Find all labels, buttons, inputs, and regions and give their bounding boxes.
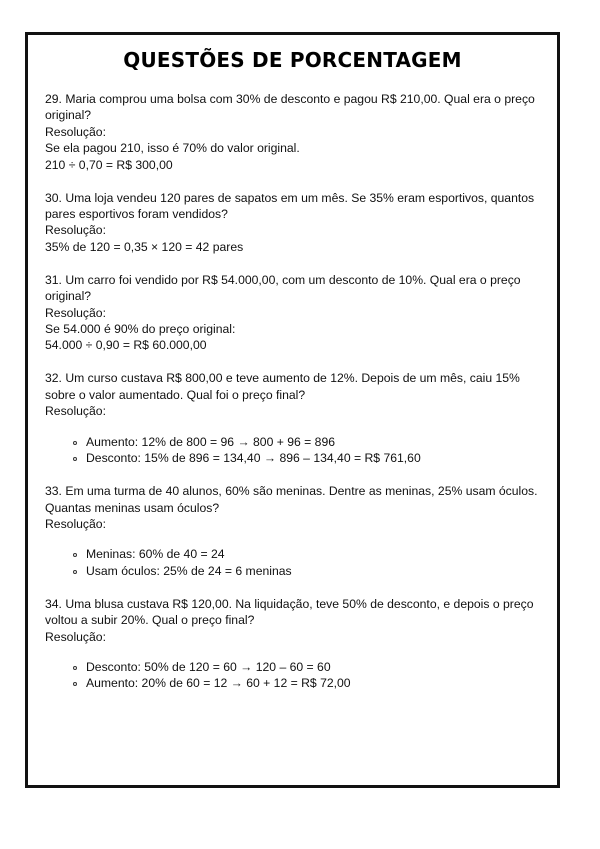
question-32	[45, 370, 545, 466]
circle-bullet-icon	[73, 666, 77, 670]
question-30	[45, 190, 545, 256]
question-statement: 32. Um curso custava R$ 800,00 e teve aumento de 12%. Depois de um mês, caiu 15% sobre o valor aumentado. Qual foi o preço final?	[45, 371, 520, 402]
list-item	[73, 659, 545, 675]
circle-bullet-icon	[73, 570, 77, 574]
resolution-line: 35% de 120 = 0,35 × 120 = 42 pares	[45, 239, 244, 254]
list-item	[73, 450, 545, 466]
circle-bullet-icon	[73, 682, 77, 686]
step-text: Desconto: 50% de 120 = 60 → 120 – 60 = 60	[86, 659, 331, 674]
question-33	[45, 483, 545, 579]
resolution-steps	[45, 659, 545, 692]
circle-bullet-icon	[73, 457, 77, 461]
step-text: Meninas: 60% de 40 = 24	[86, 547, 225, 562]
resolution-line: Se 54.000 é 90% do preço original:	[45, 322, 236, 337]
question-statement: 30. Uma loja vendeu 120 pares de sapatos em um mês. Se 35% eram esportivos, quantos pares esportivos foram vendidos?	[45, 190, 535, 222]
question-statement: 29. Maria comprou uma bolsa com 30% de desconto e pagou R$ 210,00. Qual era o preço original?	[45, 92, 535, 123]
list-item	[73, 563, 545, 579]
resolution-line: 54.000 ÷ 0,90 = R$ 60.000,00	[45, 338, 207, 353]
list-item	[73, 675, 545, 691]
question-statement: 34. Uma blusa custava R$ 120,00. Na liquidação, teve 50% de desconto, e depois o preço voltou a subir 20%. Qual o preço final?	[45, 596, 534, 628]
resolution-steps	[45, 434, 545, 467]
resolution-label: Resolução:	[45, 223, 106, 238]
resolution-label: Resolução:	[45, 404, 106, 419]
question-34	[45, 596, 545, 692]
step-text: Aumento: 20% de 60 = 12 → 60 + 12 = R$ 72,00	[86, 676, 351, 691]
question-statement: 33. Em uma turma de 40 alunos, 60% são meninas. Dentre as meninas, 25% usam óculos. Quantas meninas usam óculos?	[45, 484, 538, 515]
circle-bullet-icon	[73, 553, 77, 557]
resolution-label: Resolução:	[45, 124, 106, 139]
page-title: QUESTÕES DE PORCENTAGEM	[123, 48, 462, 72]
resolution-line: 210 ÷ 0,70 = R$ 300,00	[45, 157, 173, 172]
resolution-label: Resolução:	[45, 516, 106, 531]
circle-bullet-icon	[73, 441, 77, 445]
step-text: Desconto: 15% de 896 = 134,40 → 896 – 134,40 = R$ 761,60	[86, 451, 421, 466]
step-text: Usam óculos: 25% de 24 = 6 meninas	[86, 563, 292, 578]
question-29	[45, 91, 545, 173]
step-text: Aumento: 12% de 800 = 96 → 800 + 96 = 896	[86, 434, 336, 449]
resolution-steps	[45, 546, 545, 579]
resolution-label: Resolução:	[45, 629, 106, 644]
list-item	[73, 546, 545, 562]
list-item	[73, 434, 545, 450]
resolution-label: Resolução:	[45, 305, 106, 320]
resolution-line: Se ela pagou 210, isso é 70% do valor original.	[45, 141, 300, 156]
question-31	[45, 272, 545, 354]
questions-list	[45, 91, 545, 692]
question-statement: 31. Um carro foi vendido por R$ 54.000,00, com um desconto de 10%. Qual era o preço original?	[45, 272, 521, 304]
